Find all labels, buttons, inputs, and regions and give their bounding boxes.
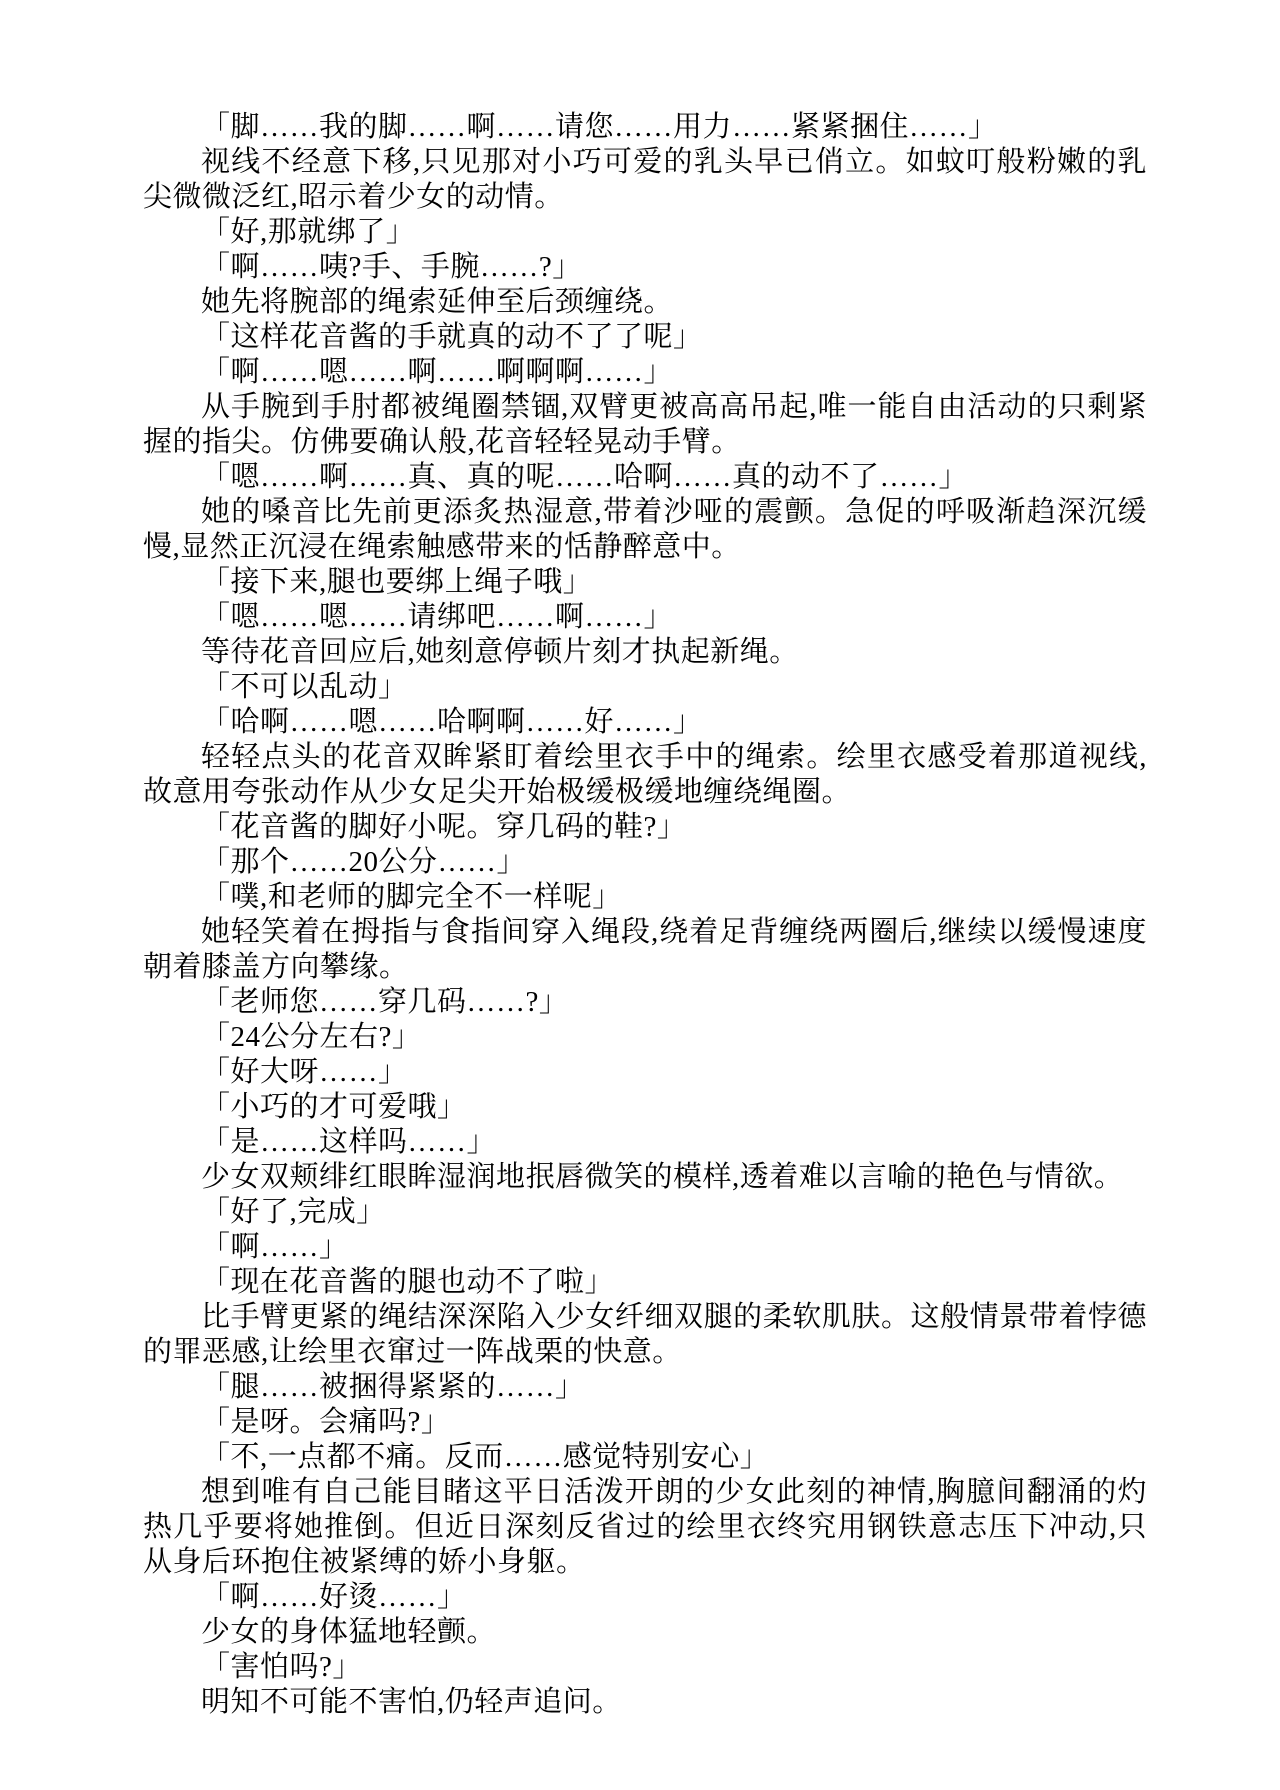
- paragraph-narration: 少女双颊绯红眼眸湿润地抿唇微笑的模样,透着难以言喻的艳色与情欲。: [201, 1161, 1124, 1193]
- paragraph-dialogue: 「嗯……嗯……请绑吧……啊……」: [201, 601, 674, 633]
- paragraph-dialogue: 「噗,和老师的脚完全不一样呢」: [201, 881, 622, 913]
- paragraph-narration: 明知不可能不害怕,仍轻声追问。: [201, 1686, 622, 1718]
- paragraph-dialogue: 「害怕吗?」: [201, 1651, 362, 1683]
- paragraph-dialogue: 「嗯……啊……真、真的呢……哈啊……真的动不了……」: [201, 461, 969, 493]
- paragraph-dialogue: 「不可以乱动」: [201, 671, 408, 703]
- paragraph-dialogue: 「啊……好烫……」: [201, 1581, 467, 1613]
- paragraph-dialogue: 「不,一点都不痛。反而……感觉特别安心」: [201, 1441, 770, 1473]
- paragraph-dialogue: 「好,那就绑了」: [201, 216, 416, 248]
- paragraph-dialogue: 「哈啊……嗯……哈啊啊……好……」: [201, 706, 703, 738]
- paragraph-narration: 她先将腕部的绳索延伸至后颈缠绕。: [201, 286, 674, 318]
- paragraph-dialogue: 「24公分左右?」: [201, 1021, 422, 1053]
- paragraph-dialogue: 「啊……咦?手、手腕……?」: [201, 251, 582, 283]
- paragraph-dialogue: 「啊……」: [201, 1231, 349, 1263]
- paragraph-dialogue: 「那个……20公分……」: [201, 846, 527, 878]
- paragraph-dialogue: 「小巧的才可爱哦」: [201, 1091, 467, 1123]
- paragraph-narration: 少女的身体猛地轻颤。: [201, 1616, 497, 1648]
- paragraph-dialogue: 「好大呀……」: [201, 1056, 408, 1088]
- paragraph-dialogue: 「是……这样吗……」: [201, 1126, 497, 1158]
- paragraph-dialogue: 「是呀。会痛吗?」: [201, 1406, 451, 1438]
- text-column: [143, 110, 1147, 1720]
- paragraph-dialogue: 「老师您……穿几码……?」: [201, 986, 569, 1018]
- paragraph-narration: 比手臂更紧的绳结深深陷入少女纤细双腿的柔软肌肤。这般情景带着悖德的罪恶感,让绘里衣窜过一阵战栗的快意。: [143, 1301, 1147, 1368]
- paragraph-narration: 她轻笑着在拇指与食指间穿入绳段,绕着足背缠绕两圈后,继续以缓慢速度朝着膝盖方向攀缘。: [143, 916, 1147, 983]
- paragraph-dialogue: 「好了,完成」: [201, 1196, 386, 1228]
- paragraph-narration: 她的嗓音比先前更添炙热湿意,带着沙哑的震颤。急促的呼吸渐趋深沉缓慢,显然正沉浸在绳索触感带来的恬静醉意中。: [143, 496, 1147, 563]
- paragraph-dialogue: 「现在花音酱的腿也动不了啦」: [201, 1266, 615, 1298]
- paragraph-narration: 等待花音回应后,她刻意停顿片刻才执起新绳。: [201, 636, 799, 668]
- paragraph-narration: 从手腕到手肘都被绳圈禁锢,双臂更被高高吊起,唯一能自由活动的只剩紧握的指尖。仿佛要确认般,花音轻轻晃动手臂。: [143, 391, 1147, 458]
- paragraph-narration: 轻轻点头的花音双眸紧盯着绘里衣手中的绳索。绘里衣感受着那道视线,故意用夸张动作从少女足尖开始极缓极缓地缠绕绳圈。: [143, 741, 1147, 808]
- paragraph-dialogue: 「腿……被捆得紧紧的……」: [201, 1371, 585, 1403]
- paragraph-dialogue: 「脚……我的脚……啊……请您……用力……紧紧捆住……」: [201, 111, 998, 143]
- paragraph-narration: 视线不经意下移,只见那对小巧可爱的乳头早已俏立。如蚊叮般粉嫩的乳尖微微泛红,昭示着少女的动情。: [143, 146, 1147, 213]
- paragraph-narration: 想到唯有自己能目睹这平日活泼开朗的少女此刻的神情,胸臆间翻涌的灼热几乎要将她推倒。但近日深刻反省过的绘里衣终究用钢铁意志压下冲动,只从身后环抱住被紧缚的娇小身躯。: [143, 1476, 1147, 1578]
- paragraph-dialogue: 「这样花音酱的手就真的动不了了呢」: [201, 321, 703, 353]
- paragraph-dialogue: 「接下来,腿也要绑上绳子哦」: [201, 566, 593, 598]
- paragraph-dialogue: 「啊……嗯……啊……啊啊啊……」: [201, 356, 674, 388]
- paragraph-dialogue: 「花音酱的脚好小呢。穿几码的鞋?」: [201, 811, 687, 843]
